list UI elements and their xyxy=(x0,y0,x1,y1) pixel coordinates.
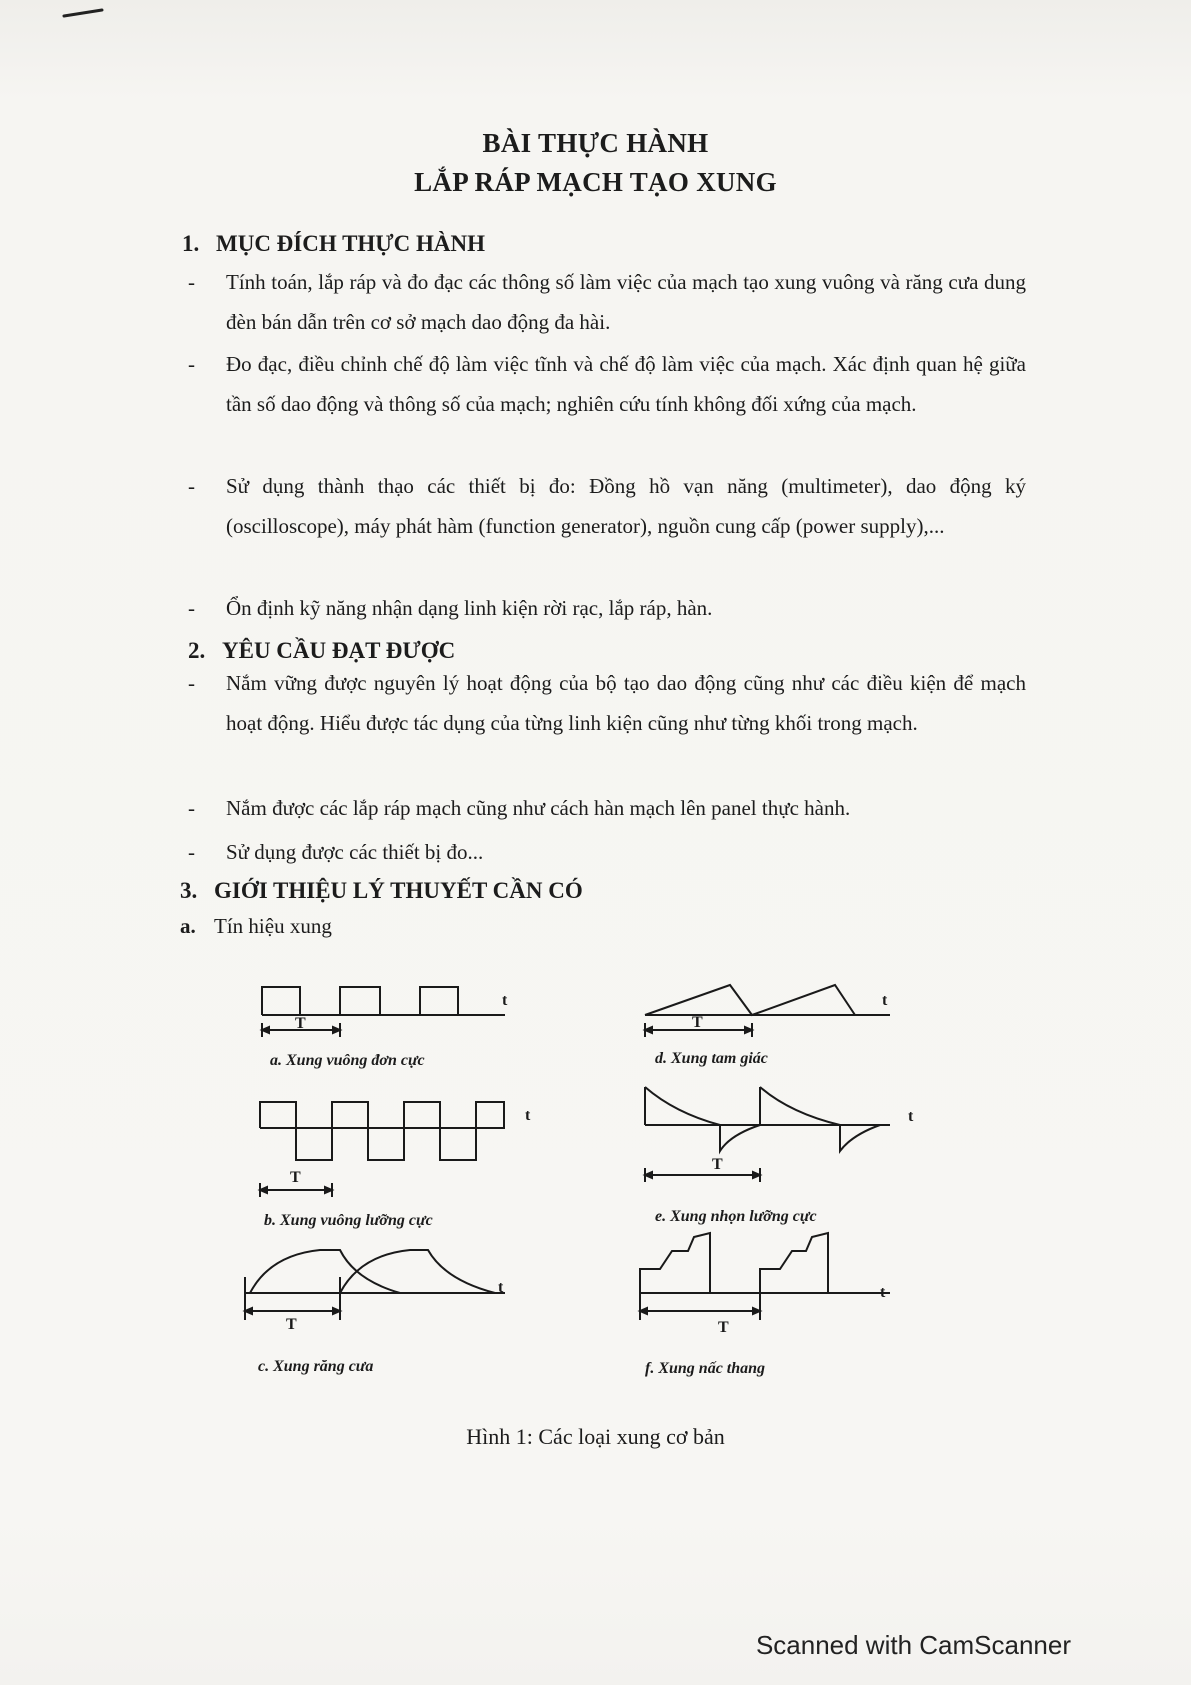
bullet-dash: - xyxy=(188,352,195,376)
scan-artifact-mark xyxy=(62,8,106,18)
bullet-text: Tính toán, lắp ráp và đo đạc các thông số làm việc của mạch tạo xung vuông và răng cưa dung đèn bán dẫn trên cơ sở mạch dao động đa hài. xyxy=(226,270,1026,334)
bullet-dash: - xyxy=(188,671,195,695)
axis-label-t: t xyxy=(880,1284,886,1301)
pulse-types-figure xyxy=(240,975,920,1375)
subsection-title: Tín hiệu xung xyxy=(214,914,332,938)
waveform-c-sawtooth xyxy=(245,1250,505,1320)
caption-d: d. Xung tam giác xyxy=(655,1050,768,1067)
section-number: 3. xyxy=(180,878,198,903)
bullet-text: Ổn định kỹ năng nhận dạng linh kiện rời rạc, lắp ráp, hàn. xyxy=(226,596,713,620)
axis-label-t: t xyxy=(882,992,888,1009)
section-3-heading xyxy=(180,878,583,904)
section-2-heading xyxy=(188,638,455,664)
bullet-text: Đo đạc, điều chỉnh chế độ làm việc tĩnh và chế độ làm việc của mạch. Xác định quan hệ giữa tần số dao động và thông số của mạch; nghiên cứu tính không đối xứng của mạch. xyxy=(226,352,1026,416)
caption-c: c. Xung răng cưa xyxy=(258,1358,374,1375)
waveform-e-bipolar-spike xyxy=(645,1087,890,1182)
subsection-letter: a. xyxy=(180,914,196,938)
camscanner-watermark: Scanned with CamScanner xyxy=(755,1630,1071,1660)
list-item xyxy=(188,788,1028,828)
bullet-text: Sử dụng thành thạo các thiết bị đo: Đồng hồ vạn năng (multimeter), dao động ký (oscilloscope), máy phát hàm (function generator), nguồn cung cấp (power supply),... xyxy=(226,474,1026,538)
caption-b: b. Xung vuông lưỡng cực xyxy=(264,1212,433,1229)
doc-title-line2: LẮP RÁP MẠCH TẠO XUNG xyxy=(414,167,777,197)
caption-f: f. Xung nấc thang xyxy=(645,1360,766,1377)
section-1-heading xyxy=(182,231,485,257)
period-label-T: T xyxy=(295,1015,306,1032)
list-item xyxy=(188,663,1028,783)
bullet-dash: - xyxy=(188,840,195,864)
bullet-dash: - xyxy=(188,474,195,498)
list-item xyxy=(188,344,1028,464)
list-item xyxy=(188,466,1028,586)
bullet-text: Nắm vững được nguyên lý hoạt động của bộ tạo dao động cũng như các điều kiện để mạch hoạt động. Hiểu được tác dụng của từng linh kiện cũng như từng khối trong mạch. xyxy=(226,671,1026,735)
caption-e: e. Xung nhọn lưỡng cực xyxy=(655,1208,817,1225)
bullet-text: Sử dụng được các thiết bị đo... xyxy=(226,840,484,864)
doc-title-line1: BÀI THỰC HÀNH xyxy=(482,128,709,158)
section-number: 1. xyxy=(182,231,200,256)
list-item xyxy=(188,262,1028,342)
list-item xyxy=(188,588,1028,628)
section-number: 2. xyxy=(188,638,206,663)
period-label-T: T xyxy=(286,1316,297,1333)
period-label-T: T xyxy=(692,1014,703,1031)
bullet-dash: - xyxy=(188,796,195,820)
list-item xyxy=(188,832,1028,872)
section-title: GIỚI THIỆU LÝ THUYẾT CẦN CÓ xyxy=(214,878,583,903)
period-label-T: T xyxy=(718,1319,729,1336)
figure-title: Hình 1: Các loại xung cơ bản xyxy=(466,1424,725,1449)
axis-label-t: t xyxy=(498,1279,504,1296)
axis-label-t: t xyxy=(502,992,508,1009)
bullet-dash: - xyxy=(188,596,195,620)
bullet-dash: - xyxy=(188,270,195,294)
period-label-T: T xyxy=(290,1169,301,1186)
axis-label-t: t xyxy=(525,1107,531,1124)
section-title: MỤC ĐÍCH THỰC HÀNH xyxy=(216,231,485,256)
section-title: YÊU CẦU ĐẠT ĐƯỢC xyxy=(222,638,456,663)
waveform-d-triangle xyxy=(645,985,890,1037)
waveform-f-staircase xyxy=(640,1233,890,1320)
caption-a: a. Xung vuông đơn cực xyxy=(270,1052,425,1069)
period-label-T: T xyxy=(712,1156,723,1173)
subsection-a xyxy=(180,914,332,939)
bullet-text: Nắm được các lắp ráp mạch cũng như cách hàn mạch lên panel thực hành. xyxy=(226,796,851,820)
axis-label-t: t xyxy=(908,1108,914,1125)
